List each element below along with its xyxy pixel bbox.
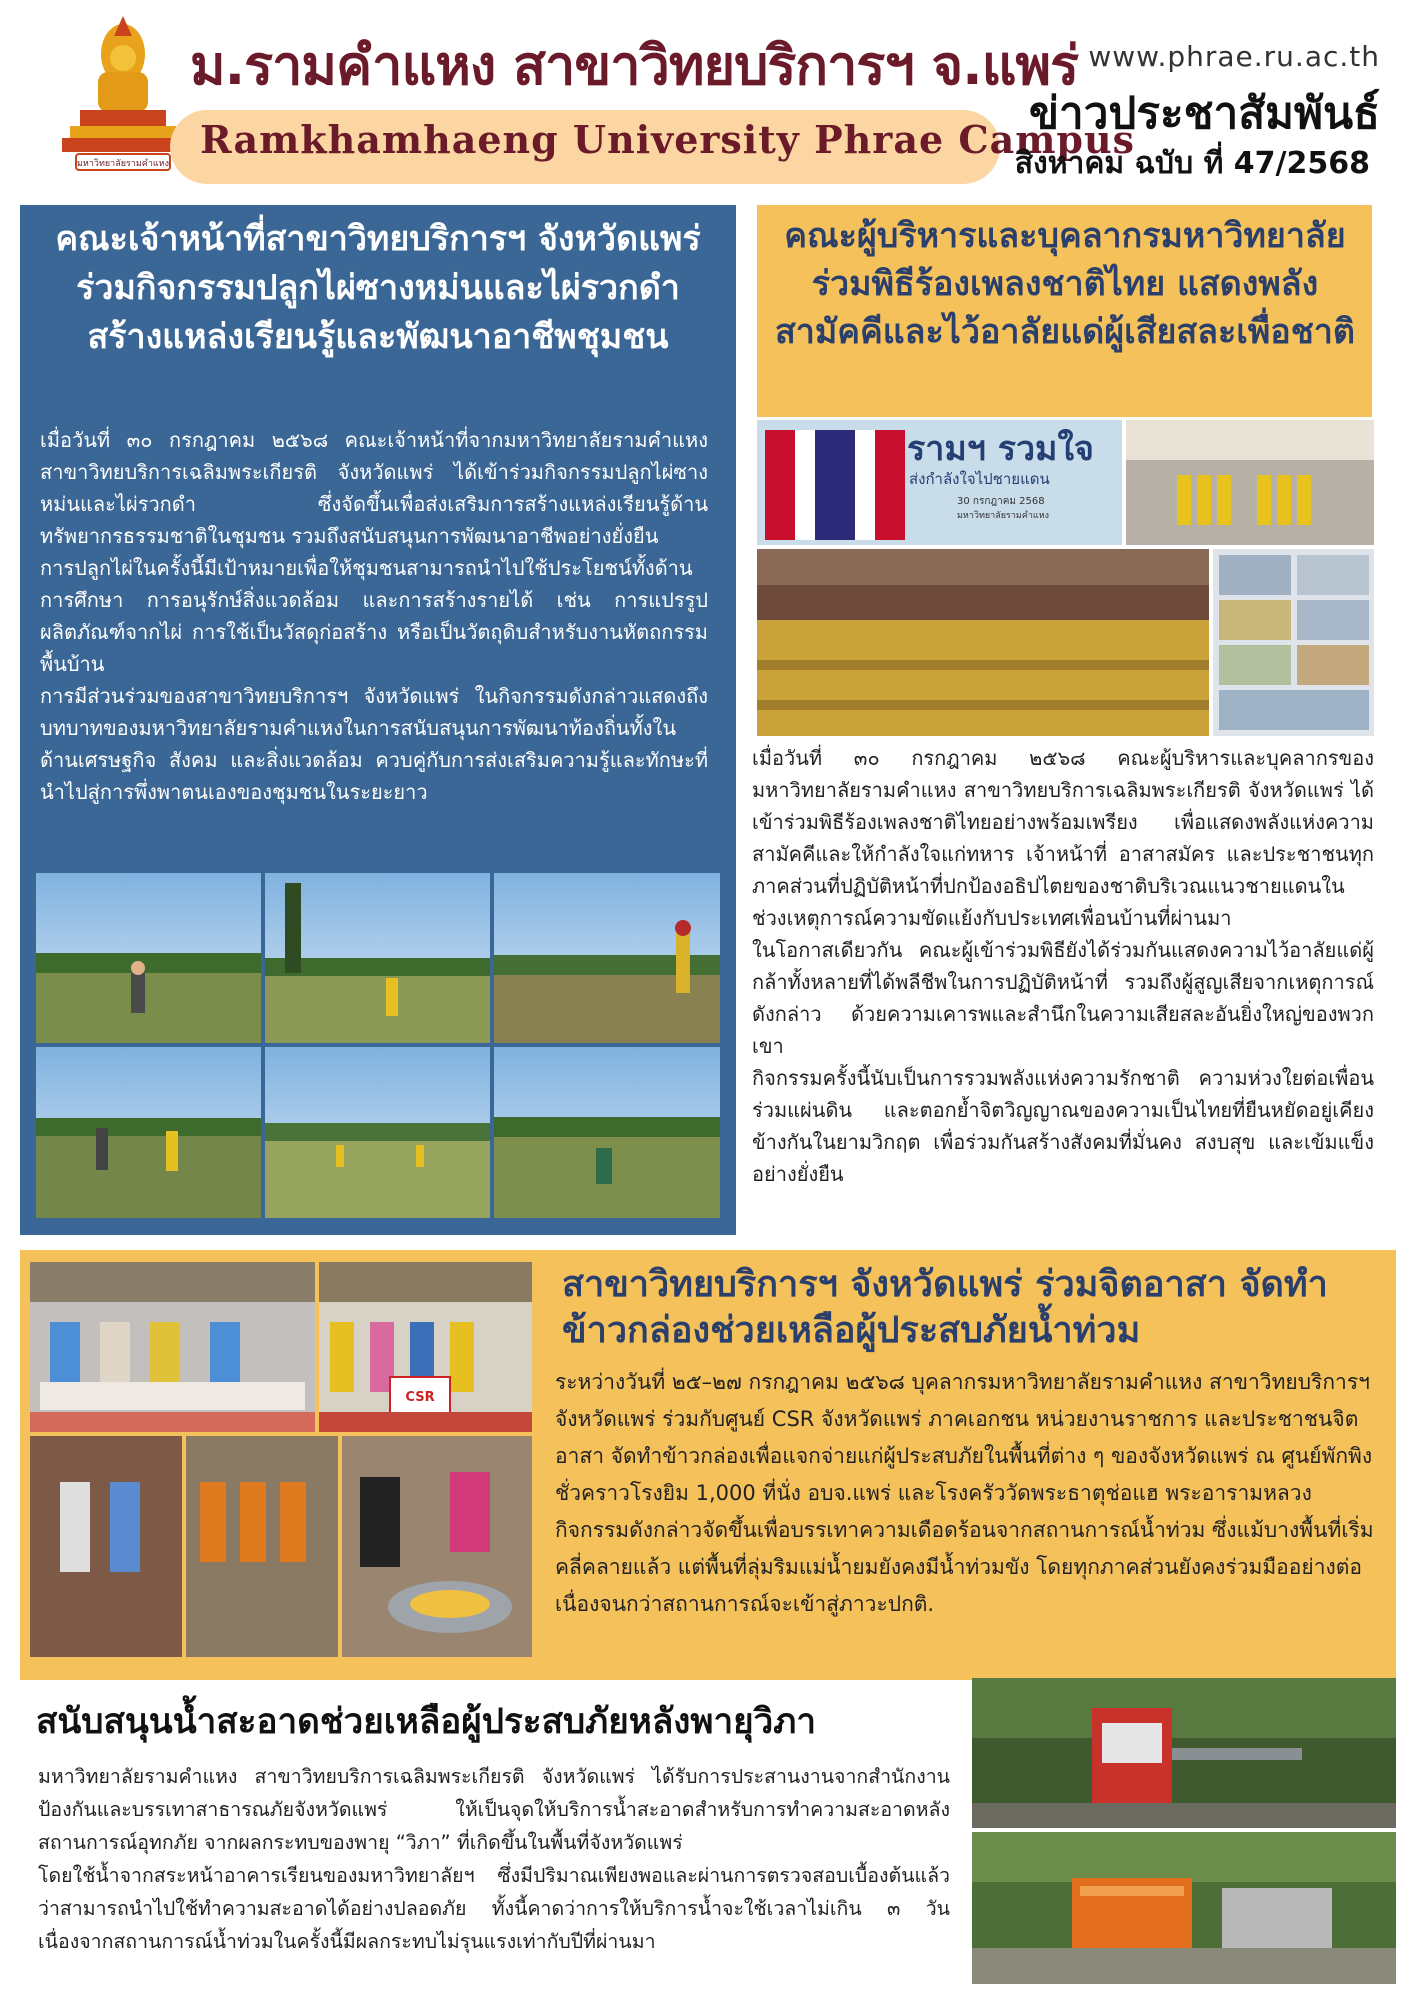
anthem-photo-collage [757,420,1374,736]
csr-sign-text: CSR [405,1390,435,1405]
paragraph: กิจกรรมครั้งนี้นับเป็นการรวมพลังแห่งความรักชาติ ความห่วงใยต่อเพื่อนร่วมแผ่นดิน และตอกย้ำจิตวิญญาณของความเป็นไทยที่ยืนหยัดอยู่เคียงข้างกันในยามวิกฤต เพื่อร่วมกันสร้างสังคมที่มั่นคง สงบสุข และเข้มแข็งอย่างยั่งยืน [752,1066,1374,1186]
photo-planting-5 [265,1047,490,1218]
paragraph: ในโอกาสเดียวกัน คณะผู้เข้าร่วมพิธียังได้ร่วมกันแสดงความไว้อาลัยแด่ผู้กล้าทั้งหลายที่ได้พลีชีพในการปฏิบัติหน้าที่ รวมถึงผู้สูญเสียจากเหตุการณ์ดังกล่าว ด้วยความเคารพและสำนึกในความเสียสละอันยิ่งใหญ่ของพวกเขา [752,938,1374,1058]
photo-planting-1 [36,873,261,1043]
clean-water-body [38,1760,950,1958]
photo-video-conference [1213,549,1374,736]
paragraph: โดยใช้น้ำจากสระหน้าอาคารเรียนของมหาวิทยาลัยฯ ซึ่งมีปริมาณเพียงพอและผ่านการตรวจสอบเบื้องต้นแล้วว่าสามารถนำไปใช้ทำความสะอาดได้อย่างปลอดภัย ทั้งนี้คาดว่าการให้บริการน้ำจะใช้เวลาไม่เกิน ๓ วัน เนื่องจากสถานการณ์น้ำท่วมในครั้งนี้มีผลกระทบไม่รุนแรงเท่ากับปีที่ผ่านมา [38,1864,950,1953]
clean-water-photo-collage [972,1678,1396,1984]
paragraph: มหาวิทยาลัยรามคำแหง สาขาวิทยบริการเฉลิมพระเกียรติ จังหวัดแพร่ ได้รับการประสานงานจากสำนักงานป้องกันและบรรเทาสาธารณภัยจังหวัดแพร่ ให้เป็นจุดให้บริการน้ำสะอาดสำหรับการทำความสะอาดหลังสถานการณ์อุทกภัย จากผลกระทบของพายุ “วิภา” ที่เกิดขึ้นในพื้นที่จังหวัดแพร่ [38,1765,950,1854]
photo-banner [757,420,1122,545]
photo-planting-4 [36,1047,261,1218]
flood-relief-body [555,1364,1375,1623]
bamboo-photo-collage [36,873,720,1218]
paragraph: การปลูกไผ่ในครั้งนี้มีเป้าหมายเพื่อให้ชุมชนสามารถนำไปใช้ประโยชน์ทั้งด้านการศึกษา การอนุรักษ์สิ่งแวดล้อม และการสร้างรายได้ เช่น การแปรรูปผลิตภัณฑ์จากไผ่ การใช้เป็นวัสดุก่อสร้าง หรือเป็นวัตถุดิบสำหรับงานหัตถกรรมพื้นบ้าน [40,556,708,676]
photo-csr-donation [319,1262,532,1432]
anthem-section-body [752,742,1374,1190]
bamboo-section-headline: คณะเจ้าหน้าที่สาขาวิทยบริการฯ จังหวัดแพร่ ร่วมกิจกรรมปลูกไผ่ซางหม่นและไผ่รวกดำ สร้างแหล่งเรียนรู้และพัฒนาอาชีพชุมชน [55,219,701,357]
header-title: ม.รามคำแหง สาขาวิทยบริการฯ จ.แพร่ [190,34,1079,97]
banner-org: มหาวิทยาลัยรามคำแหง [957,511,1050,521]
photo-auditorium [757,549,1209,736]
photo-cooking [342,1436,532,1657]
photo-planting-2 [265,873,490,1043]
website-url: www.phrae.ru.ac.th [1088,40,1380,73]
photo-water-point [972,1832,1396,1984]
flood-relief-headline: สาขาวิทยบริการฯ จังหวัดแพร่ ร่วมจิตอาสา จัดทำข้าวกล่องช่วยเหลือผู้ประสบภัยน้ำท่วม [562,1264,1328,1351]
paragraph: ระหว่างวันที่ ๒๕–๒๗ กรกฎาคม ๒๕๖๘ บุคลากรมหาวิทยาลัยรามคำแหง สาขาวิทยบริการฯ จังหวัดแพร่ ร่วมกับศูนย์ CSR จังหวัดแพร่ ภาคเอกชน หน่วยงานราชการ และประชาชนจิตอาสา จัดทำข้าวกล่องเพื่อแจกจ่ายแก่ผู้ประสบภัยในพื้นที่ต่าง ๆ ของจังหวัดแพร่ ณ ศูนย์พักพิงชั่วคราวโรงยิม 1,000 ที่นั่ง อบจ.แพร่ และโรงครัววัดพระธาตุช่อแฮ พระอารามหลวง [555,1370,1373,1505]
banner-subtitle: ส่งกำลังใจไปชายแดน [909,470,1050,488]
anthem-section-headline: คณะผู้บริหารและบุคลากรมหาวิทยาลัย ร่วมพิธีร้องเพลงชาติไทย แสดงพลังสามัคคีและไว้อาลัยแด่ผู้เสียสละเพื่อชาติ [775,216,1355,352]
photo-planting-3 [494,873,720,1043]
clean-water-headline: สนับสนุนน้ำสะอาดช่วยเหลือผู้ประสบภัยหลังพายุวิภา [36,1702,816,1742]
bamboo-section-body [40,424,708,808]
banner-title: รามฯ รวมใจ [907,429,1094,469]
paragraph: เมื่อวันที่ ๓๐ กรกฎาคม ๒๕๖๘ คณะผู้บริหารและบุคลากรของมหาวิทยาลัยรามคำแหง สาขาวิทยบริการเฉลิมพระเกียรติ จังหวัดแพร่ ได้เข้าร่วมพิธีร้องเพลงชาติไทยอย่างพร้อมเพรียง เพื่อแสดงพลังแห่งความสามัคคีและให้กำลังใจแก่ทหาร เจ้าหน้าที่ อาสาสมัคร และประชาชนทุกภาคส่วนที่ปฏิบัติหน้าที่ปกป้องอธิปไตยของชาติบริเวณแนวชายแดนในช่วงเหตุการณ์ความขัดแย้งกับประเทศเพื่อนบ้านที่ผ่านมา [752,746,1374,930]
pr-title: ข่าวประชาสัมพันธ์ [1028,88,1380,139]
photo-volunteers-food [30,1262,315,1432]
banner-date: 30 กรกฎาคม 2568 [957,496,1045,507]
paragraph: การมีส่วนร่วมของสาขาวิทยบริการฯ จังหวัดแพร่ ในกิจกรรมดังกล่าวแสดงถึงบทบาทของมหาวิทยาลัยรามคำแหงในการสนับสนุนการพัฒนาท้องถิ่นทั้งในด้านเศรษฐกิจ สังคม และสิ่งแวดล้อม ควบคู่กับการส่งเสริมความรู้และทักษะที่นำไปสู่การพึ่งพาตนเองของชุมชนในระยะยาว [40,684,708,804]
university-logo [58,14,188,174]
issue-number: สิงหาคม ฉบับ ที่ 47/2568 [1014,146,1370,181]
photo-planting-6 [494,1047,720,1218]
header-subtitle: Ramkhamhaeng University Phrae Campus [200,117,1136,162]
photo-rescue-team [186,1436,338,1657]
photo-staff-group [1126,420,1374,545]
photo-food-bags [30,1436,182,1657]
logo-caption: มหาวิทยาลัยรามคำแหง [76,159,170,169]
paragraph: เมื่อวันที่ ๓๐ กรกฎาคม ๒๕๖๘ คณะเจ้าหน้าที่จากมหาวิทยาลัยรามคำแหง สาขาวิทยบริการเฉลิมพระเกียรติ จังหวัดแพร่ ได้เข้าร่วมกิจกรรมปลูกไผ่ซางหม่นและไผ่รวกดำ ซึ่งจัดขึ้นเพื่อส่งเสริมการสร้างแหล่งเรียนรู้ด้านทรัพยากรธรรมชาติในชุมชน รวมถึงสนับสนุนการพัฒนาอาชีพอย่างยั่งยืน [40,428,708,548]
photo-fire-truck [972,1678,1396,1828]
paragraph: กิจกรรมดังกล่าวจัดขึ้นเพื่อบรรเทาความเดือดร้อนจากสถานการณ์น้ำท่วม ซึ่งแม้บางพื้นที่เริ่มคลี่คลายแล้ว แต่พื้นที่ลุ่มริมแม่น้ำยมยังคงมีน้ำท่วมขัง โดยทุกภาคส่วนยังคงร่วมมืออย่างต่อเนื่องจนกว่าสถานการณ์จะเข้าสู่ภาวะปกติ. [555,1518,1374,1616]
flood-relief-photo-collage [30,1262,532,1657]
